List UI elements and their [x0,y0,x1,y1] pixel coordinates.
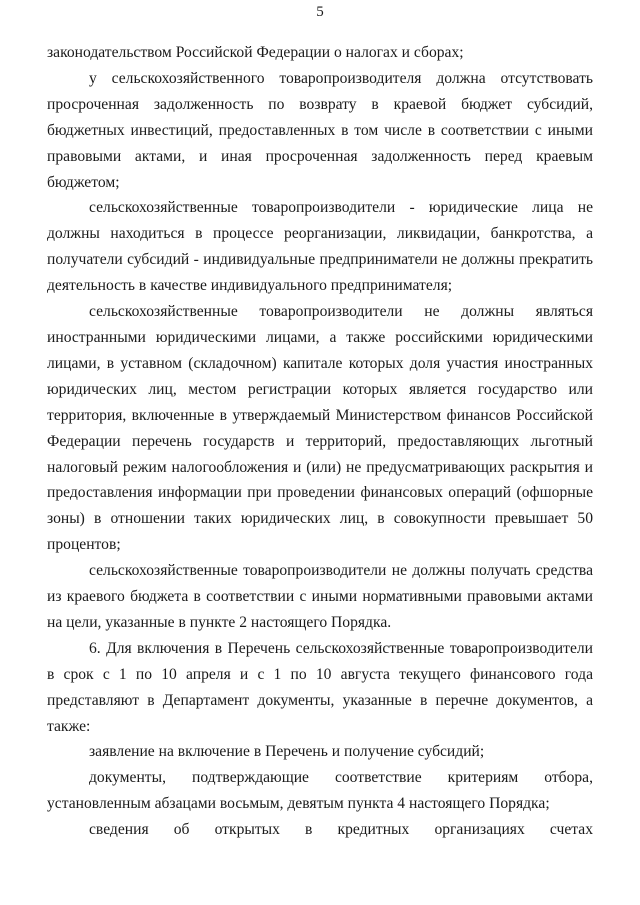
paragraph-bank-accounts: сведения об открытых в кредитных организациях счетах [89,821,593,839]
paragraph-tax-law-continuation: законодательством Российской Федерации о налогах и сборах; [47,44,464,61]
document-body [47,40,593,843]
paragraph-criteria-documents: документы, подтверждающие соответствие критериям отбора, установленным абзацами восьмым, девятым пункта 4 настоящего Порядка; [47,769,593,813]
paragraph-no-overdue-debt: у сельскохозяйственного товаропроизводителя должна отсутствовать просроченная задолженность по возврату в краевой бюджет субсидий, бюджетных инвестиций, предоставленных в том числе в соответствии с иными правовыми актами, и иная просроченная задолженность перед краевым бюджетом; [47,69,593,191]
paragraph-no-other-budget-funds: сельскохозяйственные товаропроизводители не должны получать средства из краевого бюджета в соответствии с иными нормативными правовыми актами на цели, указанные в пункте 2 настоящего Порядка. [47,562,593,631]
page-number: 5 [316,4,324,20]
paragraph-application: заявление на включение в Перечень и получение субсидий; [89,743,485,761]
paragraph-no-reorganization: сельскохозяйственные товаропроизводители - юридические лица не должны находиться в процессе реорганизации, ликвидации, банкротства, а получатели субсидий - индивидуальные предприниматели не должны прекратить деятельность в качестве индивидуального предпринимателя; [47,199,593,295]
paragraph-no-foreign-entities: сельскохозяйственные товаропроизводители не должны являться иностранными юридическими лицами, а также российскими юридическими лицами, в уставном (складочном) капитале которых доля участия иностранных юридических лиц, местом регистрации которых является государство или территория, включенные в утверждаемый Министерством финансов Российской Федерации перечень государств и территорий, предоставляющих льготный налоговый режим налогообложения и (или) не предусматривающих раскрытия и предоставления информации при проведении финансовых операций (офшорные зоны) в отношении таких юридических лиц, в совокупности превышает 50 процентов; [47,303,593,554]
paragraph-section-6-inclusion: 6. Для включения в Перечень сельскохозяйственные товаропроизводители в срок с 1 по 10 апреля и с 1 по 10 августа текущего финансового года представляют в Департамент документы, указанные в перечне документов, а также: [47,639,593,735]
